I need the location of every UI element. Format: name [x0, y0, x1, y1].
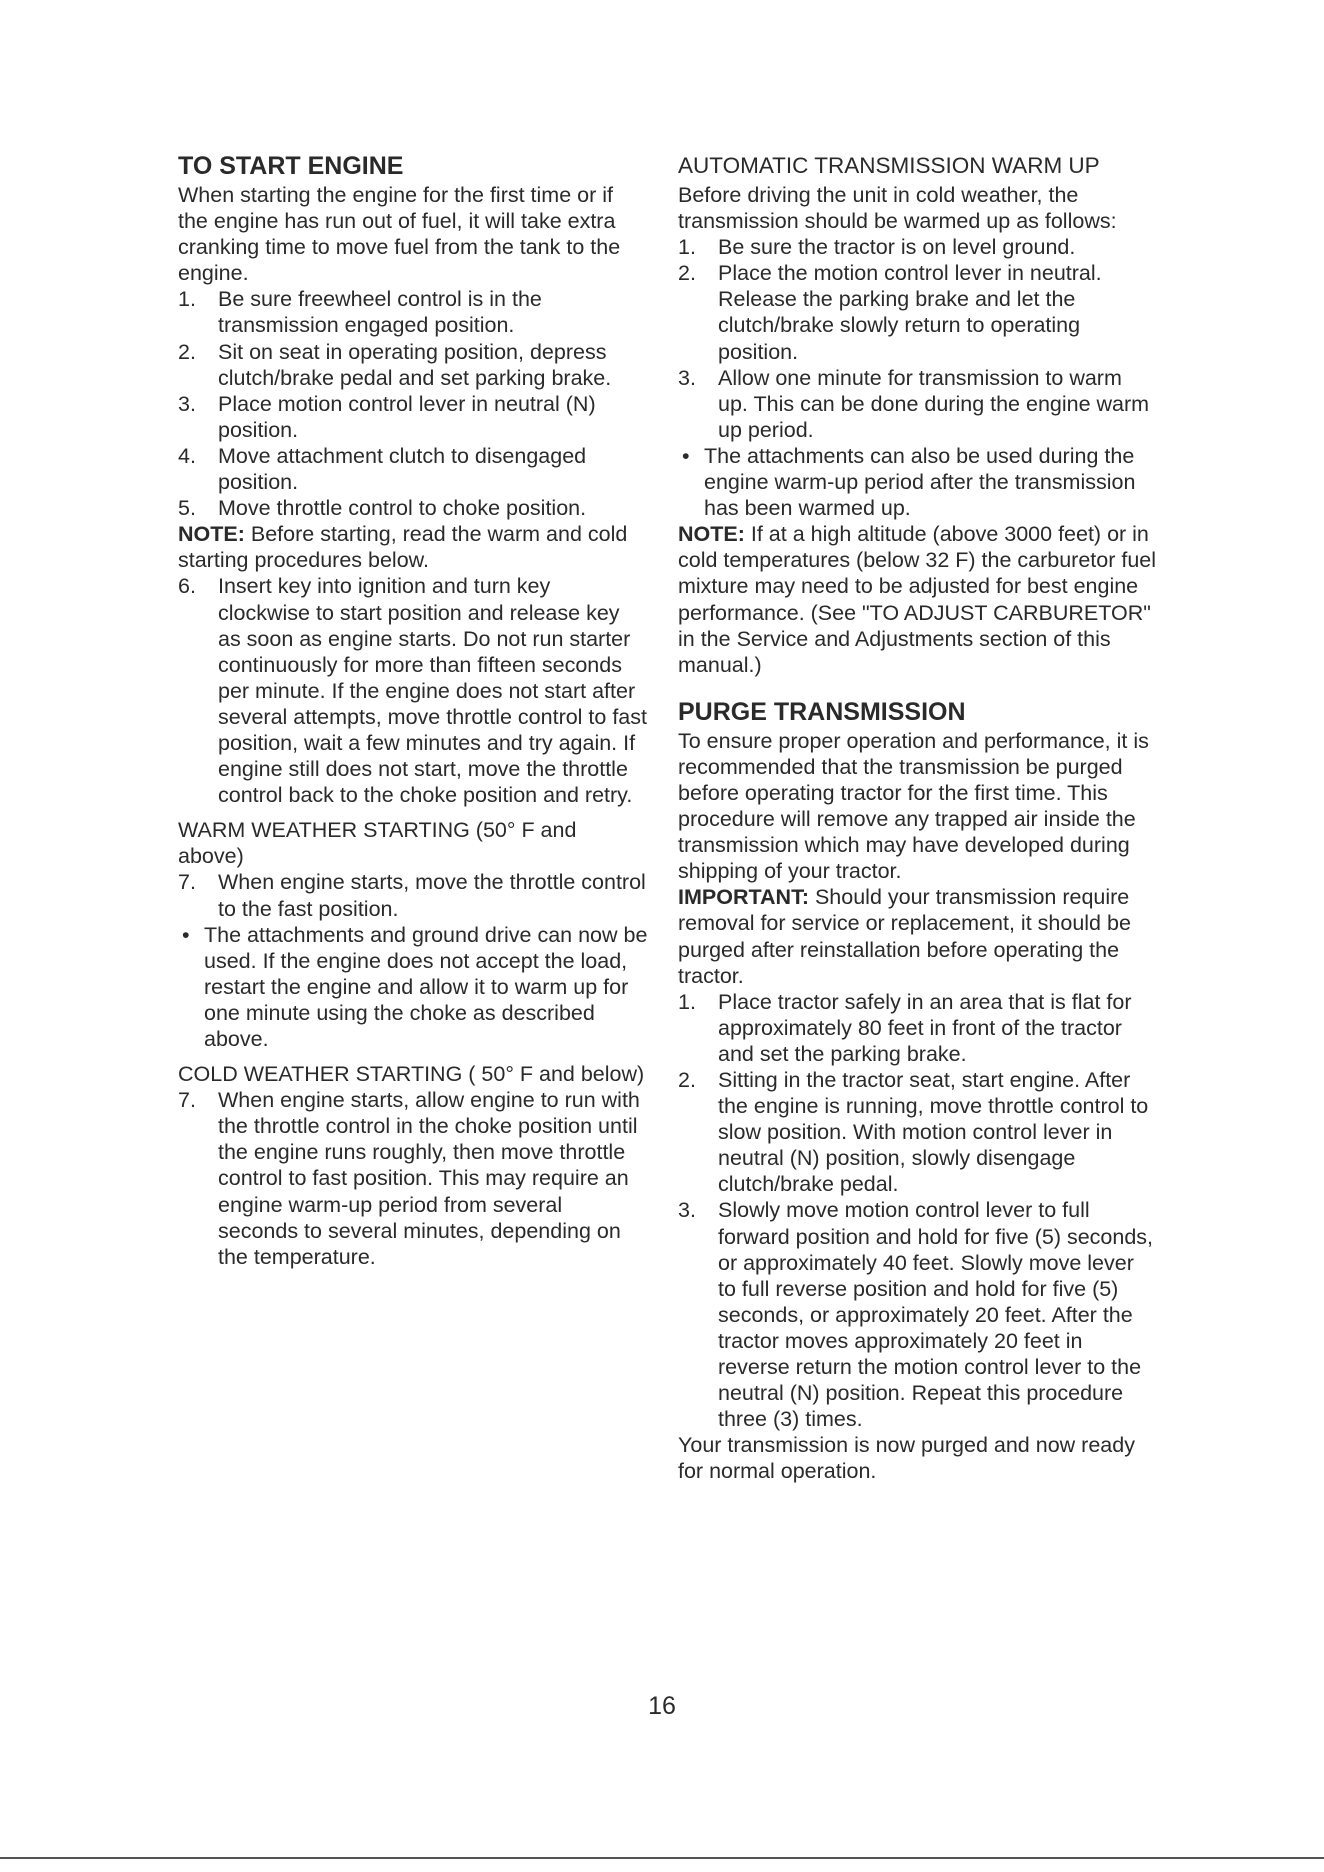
important-paragraph: IMPORTANT: Should your transmission require removal for service or replacement, it should be purged after reinstallation before operating the tractor. — [678, 885, 1131, 988]
purge-heading: PURGE TRANSMISSION — [678, 697, 966, 726]
list-item: 3. Allow one minute for transmission to warm up. This can be done during the engine warm up period. — [678, 365, 1150, 442]
closing-paragraph: Your transmission is now purged and now ready for normal operation. — [678, 1433, 1135, 1484]
start-engine-intro: When starting the engine for the first time or if the engine has run out of fuel, it will take extra cranking time to move fuel from the tank to the engine. — [178, 183, 621, 286]
warm-weather-heading: WARM WEATHER STARTING (50° F and above) — [178, 818, 577, 869]
list-item: 1. Place tractor safely in an area that is flat for approximately 80 feet in front of the tractor and set the parking brake. — [678, 989, 1132, 1066]
list-item: 7. When engine starts, allow engine to run with the throttle control in the choke position until the engine runs roughly, then move throttle control to fast position. This may require an engine warm-up period from several seconds to several minutes, depending on the temperature. — [178, 1088, 640, 1269]
important-label: IMPORTANT: — [678, 885, 809, 910]
left-column — [178, 150, 648, 1270]
bullet-item: • The attachments and ground drive can now be used. If the engine does not accept the load, restart the engine and allow it to warm up for one minute using the choke as described above. — [182, 922, 648, 1051]
list-item: 5. Move throttle control to choke position. — [178, 496, 587, 521]
right-column — [678, 150, 1156, 1485]
list-item: 2. Sit on seat in operating position, depress clutch/brake pedal and set parking brake. — [178, 339, 612, 390]
list-item: 2. Place the motion control lever in neutral. Release the parking brake and let the clutch/brake slowly return to operating position. — [678, 261, 1102, 364]
note-label: NOTE: — [178, 522, 245, 547]
list-item: 2. Sitting in the tractor seat, start engine. After the engine is running, move throttle control to slow position. With motion control lever in neutral (N) position, slowly disengage clutch/brake pedal. — [678, 1068, 1149, 1197]
page-number: 16 — [648, 1692, 676, 1720]
list-item: 1. Be sure the tractor is on level ground. — [678, 235, 1076, 260]
list-item: 4. Move attachment clutch to disengaged position. — [178, 443, 587, 495]
bottom-divider — [0, 1857, 1324, 1859]
start-engine-heading: TO START ENGINE — [178, 152, 404, 180]
list-item: 1. Be sure freewheel control is in the transmission engaged position. — [178, 287, 542, 338]
list-item: 7. When engine starts, move the throttle control to the fast position. — [178, 870, 646, 921]
warmup-intro: Before driving the unit in cold weather, the transmission should be warmed up as follows: — [678, 183, 1117, 234]
bullet-item: • The attachments can also be used during the engine warm-up period after the transmission has been warmed up. — [682, 443, 1136, 521]
list-item: 3. Slowly move motion control lever to full forward position and hold for five (5) seconds, or approximately 40 feet. Slowly move lever to full reverse position and hold for five (5) seconds, or approximately 20 feet. After the tractor moves approximately 20 feet in reverse return the motion control lever to the neutral (N) position. Repeat this procedure three (3) times. — [678, 1198, 1154, 1432]
list-item: 3. Place motion control lever in neutral (N) position. — [178, 391, 596, 442]
cold-weather-heading: COLD WEATHER STARTING ( 50° F and below) — [178, 1062, 645, 1087]
note-label: NOTE: — [678, 522, 745, 547]
note-paragraph: NOTE: If at a high altitude (above 3000 feet) or in cold temperatures (below 32 F) the carburetor fuel mixture may need to be adjusted for best engine performance. (See "TO ADJUST CARBURETOR" in the Service and Adjustments section of this manual.) — [678, 522, 1157, 677]
list-item: 6. Insert key into ignition and turn key clockwise to start position and release key as soon as engine starts. Do not run starter continuously for more than fifteen seconds per minute. If the engine does not start after several attempts, move throttle control to fast position, wait a few minutes and try again. If engine still does not start, move the throttle control back to the choke position and retry. — [178, 574, 647, 808]
warmup-heading: AUTOMATIC TRANSMISSION WARM UP — [678, 153, 1100, 178]
note-paragraph: NOTE: Before starting, read the warm and cold starting procedures below. — [178, 522, 628, 573]
purge-intro: To ensure proper operation and performance, it is recommended that the transmission be purged before operating tractor for the first time. This procedure will remove any trapped air inside the transmission which may have developed during shipping of your tractor. — [678, 728, 1149, 884]
